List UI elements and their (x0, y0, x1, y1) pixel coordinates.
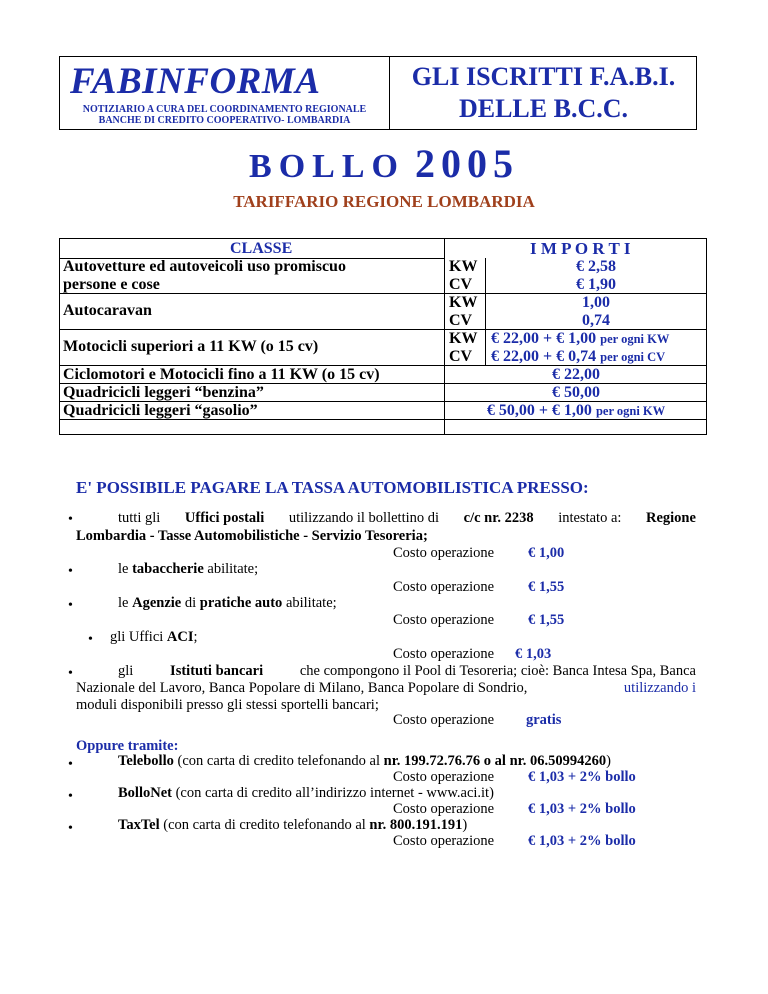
masthead-title-1: GLI ISCRITTI F.A.B.I. (411, 62, 676, 91)
row-classe: Quadricicli leggeri “gasolio” (63, 402, 258, 419)
row-value: € 50,00 (552, 384, 600, 401)
p2-text: abilitate; (207, 561, 259, 577)
bullet-icon: • (68, 789, 73, 804)
oppure-title: Oppure tramite: (76, 738, 179, 754)
masthead-right (390, 57, 697, 129)
cost-value: € 1,55 (528, 612, 565, 628)
t1-bold: nr. 199.72.76.76 o al nr. 06.50994260 (383, 753, 607, 769)
row-classe: Quadricicli leggeri “benzina” (63, 384, 264, 401)
p5-line3: moduli disponibili presso gli stessi sportelli bancari; (76, 697, 379, 713)
brand-name: FABINFORMA (70, 61, 321, 102)
cost-value: € 1,03 + 2% bollo (528, 801, 636, 817)
p4-text: ; (193, 629, 198, 645)
row-value-note: per ogni KW (600, 332, 670, 346)
p1-bold: Regione (646, 510, 696, 526)
p4-bold: ACI (166, 629, 194, 645)
row-unit: KW (449, 330, 478, 347)
row-value-amount: € 50,00 + € 1,00 (486, 402, 592, 419)
bullet-icon: • (68, 821, 73, 836)
p4-text: gli Uffici (110, 629, 164, 645)
p1-line2: Lombardia - Tasse Automobilistiche - Servizio Tesoreria; (76, 528, 428, 544)
t3-text: (con carta di credito telefonando al (163, 817, 366, 833)
cost-value: € 1,03 + 2% bollo (528, 769, 636, 785)
cost-label: Costo operazione (393, 646, 495, 662)
page-subtitle: TARIFFARIO REGIONE LOMBARDIA (233, 192, 535, 211)
masthead-left (60, 57, 390, 129)
row-unit: CV (449, 312, 473, 329)
p5-bold: Istituti bancari (170, 663, 264, 679)
cost-value: € 1,55 (528, 579, 565, 595)
row-value: € 1,90 (576, 276, 616, 293)
cost-label: Costo operazione (393, 833, 495, 849)
cost-value: gratis (526, 712, 562, 728)
cost-label: Costo operazione (393, 712, 495, 728)
row-value: € 22,00 (552, 366, 600, 383)
header-importi: I M P O R T I (530, 239, 631, 258)
p5-text: che compongono il Pool di Tesoreria; cioè: Banca Intesa Spa, Banca (299, 663, 696, 679)
page-title-year: 2005 (414, 141, 519, 186)
p3-text: di (184, 595, 197, 611)
row-classe: Ciclomotori e Motocicli fino a 11 KW (o 15 cv) (63, 366, 380, 383)
payment-item-4 (110, 629, 198, 646)
row-classe: Autocaravan (63, 302, 152, 319)
p2-text: le (118, 561, 129, 577)
masthead (59, 56, 697, 130)
row-classe: Autovetture ed autoveicoli uso promiscuo (63, 258, 346, 275)
row-value: € 2,58 (576, 258, 616, 275)
bullet-icon: • (68, 512, 73, 527)
cost-label: Costo operazione (393, 801, 495, 817)
p1-text: utilizzando il bollettino di (288, 510, 440, 526)
section-title: E' POSSIBILE PAGARE LA TASSA AUTOMOBILISTICA PRESSO: (76, 478, 589, 497)
bullet-icon: • (68, 598, 73, 613)
p3-bold: pratiche auto (199, 595, 283, 611)
t2-text: (con carta di credito all’indirizzo internet - www.aci.it) (175, 785, 494, 801)
p3-text: abilitate; (285, 595, 337, 611)
page-title-word: BOLLO (249, 148, 405, 185)
row-value (445, 402, 707, 420)
bullet-icon: • (68, 666, 73, 681)
row-value: 1,00 (582, 294, 610, 311)
p5-text: utilizzando i (623, 680, 696, 696)
p1-text: intestato a: (558, 510, 622, 526)
p2-bold: tabaccherie (132, 561, 204, 577)
row-value-amount: € 22,00 + € 0,74 (491, 348, 597, 365)
p5-text: gli (118, 663, 134, 679)
row-value-note: per ogni CV (600, 350, 666, 364)
row-classe: Motocicli superiori a 11 KW (o 15 cv) (63, 338, 319, 355)
p3-bold: Agenzie (132, 595, 182, 611)
cost-value: € 1,03 + 2% bollo (528, 833, 636, 849)
cost-label: Costo operazione (393, 612, 495, 628)
cost-label: Costo operazione (393, 769, 495, 785)
oppure-item-1 (118, 753, 611, 770)
row-unit: KW (449, 294, 478, 311)
header-classe: CLASSE (230, 240, 293, 257)
row-classe-cont: persone e cose (63, 276, 160, 293)
t1-bold: Telebollo (118, 753, 174, 769)
p1-bold: Uffici postali (184, 510, 265, 526)
t1-text: (con carta di credito telefonando al (177, 753, 380, 769)
masthead-title-2: DELLE B.C.C. (458, 94, 629, 123)
row-value-note: per ogni KW (595, 404, 666, 418)
t3-bold: nr. 800.191.191 (369, 817, 463, 833)
page-title (0, 140, 768, 187)
t3-text: ) (462, 817, 468, 833)
p1-text: tutti gli (118, 510, 161, 526)
cost-label: Costo operazione (393, 545, 495, 561)
row-value-amount: € 22,00 + € 1,00 (491, 330, 597, 347)
row-value (491, 348, 665, 366)
bullet-icon: • (68, 564, 73, 579)
payment-item-2 (118, 561, 258, 578)
tariff-table (59, 238, 707, 435)
p1-bold: c/c nr. 2238 (463, 510, 534, 526)
cost-value: € 1,03 (515, 646, 552, 662)
bullet-icon: • (88, 632, 93, 647)
payment-item-5 (118, 663, 696, 680)
p5-text: Nazionale del Lavoro, Banca Popolare di Milano, Banca Popolare di Sondrio, (76, 680, 528, 696)
row-value: 0,74 (582, 312, 610, 329)
row-unit: KW (449, 258, 478, 275)
cost-value: € 1,00 (528, 545, 565, 561)
t3-bold: TaxTel (118, 817, 160, 833)
p3-text: le (118, 595, 129, 611)
brand-subtitle-2: BANCHE DI CREDITO COOPERATIVO- LOMBARDIA (98, 115, 351, 126)
oppure-item-3 (118, 817, 467, 834)
t2-bold: BolloNet (118, 785, 172, 801)
cost-label: Costo operazione (393, 579, 495, 595)
payment-item-3 (118, 595, 337, 612)
bullet-icon: • (68, 757, 73, 772)
row-unit: CV (449, 348, 473, 365)
p5-line2 (76, 680, 696, 697)
oppure-item-2 (118, 785, 494, 802)
row-unit: CV (449, 276, 473, 293)
row-value (491, 330, 669, 348)
brand-subtitle-1: NOTIZIARIO A CURA DEL COORDINAMENTO REGIONALE (82, 104, 367, 115)
payment-item-1 (118, 510, 696, 527)
t1-text: ) (606, 753, 611, 769)
